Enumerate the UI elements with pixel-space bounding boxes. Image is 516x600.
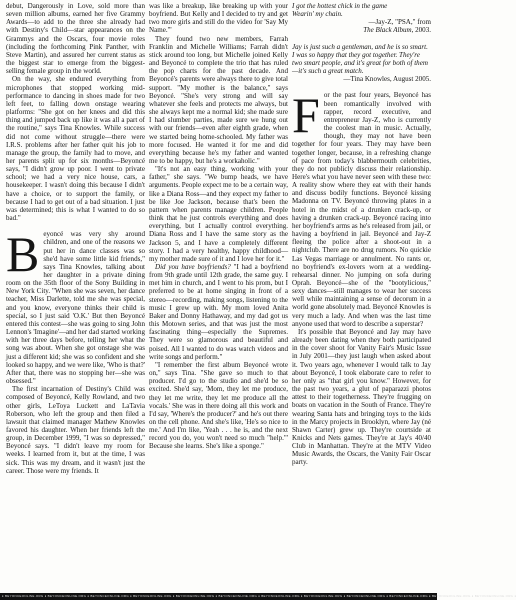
drop-cap: F — [292, 87, 320, 144]
quote-text: Jay is just such a gentleman, and he is so smart. I was so happy that they got together. They're two smart people, and it's great for both of them—it's such a great match. — [292, 42, 428, 76]
interview-question: Did you have boyfriends? — [155, 263, 231, 271]
paragraph: was like a breakup, like breaking up with your boyfriend. But Kelly and I decided to try and get two more girls and still do the video for 'Say My Name.'" — [149, 2, 288, 35]
quote-attribution: —Tina Knowles, August 2005. — [343, 75, 431, 84]
paragraph: "I remember the first album Beyoncé wrote on," says Tina. "She gave so much to that producer. I'd go to the studio and she'd be so excited. She'd say, 'Mom, they let me produce, they let me write, they let me produce all the vocals.' She was in there doing all this work and I'd say, 'Where's the producer?' and he's out there on the cell phone. And she's like, 'He's so nice to me.' And I'm like, 'Yeah . . . he is, and the next record you do, you won't need so much "help."' Because she learns. She's like a sponge." — [149, 360, 288, 451]
epigraph-lyric — [292, 2, 431, 35]
lyric-line: I got the hottest chick in the game — [292, 2, 388, 10]
paragraph — [149, 263, 288, 361]
paragraph: The first incarnation of Destiny's Child was composed of Beyoncé, Kelly Rowland, and two other girls, LeToya Luckett and LaTavia Roberson, who left the group and then filed a lawsuit that claimed manager Mathew Knowles favored his daughter. When her friends left the group, in December 1999, "I was so depressed," Beyoncé says. "I didn't leave my room for weeks. I learned from it, but at the time, I was sick. This was my dream, and it wasn't just the career. Those were my friends. It — [6, 385, 145, 475]
epigraph-quote — [292, 43, 431, 84]
paragraph: debut, Dangerously in Love, sold more than seven million albums, earned her five Grammy Awards—to add to the three she already had with Destiny's Child—star appearances on the Grammys and the Oscars, four movie roles (including the forthcoming Pink Panther, with Steve Martin), and assured her current status as the biggest star to emerge from the biggest-selling female group in the world. — [6, 2, 145, 76]
paragraph-text: "I had a boyfriend from 9th grade until 12th grade, the same guy. I met him in church, and I went to his prom, but I preferred to be at home singing in front of a stereo—recording, making songs, listening to the music I grew up with. My mom loved Anita Baker and Donny Hathaway, and my dad got us this Motown series, and that was just the most fascinating thing—especially the Supremes. They were so glamorous and beautiful and poised. All I wanted to do was watch videos and write songs and perform." — [149, 263, 288, 361]
drop-cap: B — [6, 226, 40, 283]
paragraph: It's possible that Beyoncé and Jay may have already been dating when they both participated in the cover shoot for Vanity Fair's Music Issue in July 2001—they just laugh when asked about it. Two years ago, whenever I would talk to Jay about Beyoncé, I took elaborate care to refer to her only as "that girl you know." However, for the past two years, a glut of paparazzi photos attest to their togetherness. They're frugging on boats on vacation in the South of France. They're wearing Santa hats and bringing toys to the kids in the Marcy projects in Brooklyn, where Jay (né Shawn Carter) grew up. They're courtside at Knicks and Nets games. They're at Jay's 40/40 Club in Manhattan. They're at the MTV Video Music Awards, the Oscars, the Vanity Fair Oscar party. — [292, 327, 431, 467]
lyric-attribution: —Jay-Z, "PSA," from The Black Album, 2003. — [363, 18, 431, 35]
paragraph-text: or the past four years, Beyoncé has been romantically involved with rapper, record executive, and entrepreneur Jay-Z, who is currently the coolest man in music. Actually, though, they may not have been together for four years. They may have been together longer, because, in a refreshing change of pace from today's blabbermouth celebrities, they do not publicly discuss their relationship. Here's what you have never seen with these two: A reality show where they eat with their hands and discuss bodily functions. Beyoncé kissing Madonna on TV. Beyoncé throwing plates in a hotel in the midst of a drunken crack-up, or having a drunken crack-up. Beyoncé racing into her boyfriend's arms as he's released from jail, or having a boyfriend in jail. Beyoncé and Jay-Z fleeing the police after a shoot-out in a nightclub. There are no drug rumors. No quickie Las Vegas marriage or annulment. No rants or, no boyfriend's ex-lovers worn at a wedding-rehearsal dinner. No jumping on sofa during Oprah. Beyoncé—she of the "bootylicious," sexy dances—still manages to wear her success well while maintaining a sense of decorum in a world gone absolutely mad. Beyoncé Knowles is very much a lady. And when was the last time anyone used that word to describe a superstar? — [292, 91, 431, 328]
article-column-2 — [149, 2, 288, 592]
paragraph: They found two new members, Farrah Franklin and Michelle Williams; Farrah didn't stick around too long, but Michelle joined Kelly and Beyoncé to complete the trio that has ruled the pop charts for the past decade. And Beyoncé's parents were always there to give total support. "My mother is the balance," says Beyoncé. "She's very strong and will say whatever she feels and protects me always, but she always kept me a normal kid; she made sure I had slumber parties, made sure we hung out with our friends—even after eighth grade, when we started being home-schooled. My father was more focused. He wanted it for me and did everything because he's my father and wanted me to be happy, but he's a workaholic." — [149, 34, 288, 165]
paragraph: On the way, she endured everything from microphones that stopped working mid-performance to dancing in shoes made for two left feet, to falling down onstage wearing platforms: "She got on her knees and did this thing and jumped back up like it was all a part of the routine," says Tina Knowles. While success did not come without struggle—there were I.R.S. problems after her father quit his job to manage the group, the family had to move, and her parents split up for six months—Beyoncé says, "I didn't grow up poor. I went to private school; we had a very nice house, cars, a housekeeper. I wasn't doing this because I didn't have a choice, or to support the family, or because I had to get out of a bad situation. I just was determined; this is what I wanted to do so bad." — [6, 75, 145, 223]
article-column-3 — [292, 2, 431, 592]
lyric-line: Wearin' my chain. — [292, 10, 343, 19]
paragraph-dropcap — [6, 226, 145, 386]
paragraph-dropcap — [292, 87, 431, 328]
section-gap — [292, 35, 431, 43]
article-column-1 — [6, 2, 145, 592]
paragraph: "It's not an easy thing, working with your father," she says. "We bump heads, we have arguments. People expect me to be a certain way, like a Diana Ross—and they expect my father to be like Joe Jackson, because that's been the pattern when parents manage children. People think that he just controls everything and does everything, but I actually control everything. Diana Ross and I have the same story as the Jackson 5, and I have a completely different story. I had a very healthy, happy childhood—my mother made sure of it and I love her for it." — [149, 165, 288, 263]
paragraph-text: eyoncé was very shy around children, and one of the reasons we put her in dance classes was so she'd have some little kid friends," says Tina Knowles, talking about her daughter in a private dining room on the 35th floor of the Sony Building in New York City. "When she was seven, her dance teacher, Miss Darlette, told me she was special, and you know, everyone thinks their child is special, so I just said 'O.K.' But then Beyoncé entered this contest—she was going to sing John Lennon's 'Imagine'—and her dad started working with her three days before, telling her what the song was about. When she got onstage she was just a different kid; she was so confident and she looked so happy, and we were like, 'Who is that?' After that, there was no stopping her—she was obsessed." — [6, 230, 145, 386]
watermark-footer-bar: ♦ BEYONCEONLINE.ORG ♦ BEYONCEONLINE.ORG ♦ BEYONCEONLINE.ORG ♦ BEYONCEONLINE.ORG ♦ BEYONCEONLINE.ORG ♦ BEYONCEONLINE.ORG ♦ BEYONCEONLINE.ORG ♦ BEYONCEONLINE.ORG ♦ BEYONCEONLINE.ORG ♦ BEYONCEONLINE.ORG ♦ BEYONCEONLINE.ORG ♦ BEYONCEONLINE.ORG ♦ — [2, 594, 516, 598]
